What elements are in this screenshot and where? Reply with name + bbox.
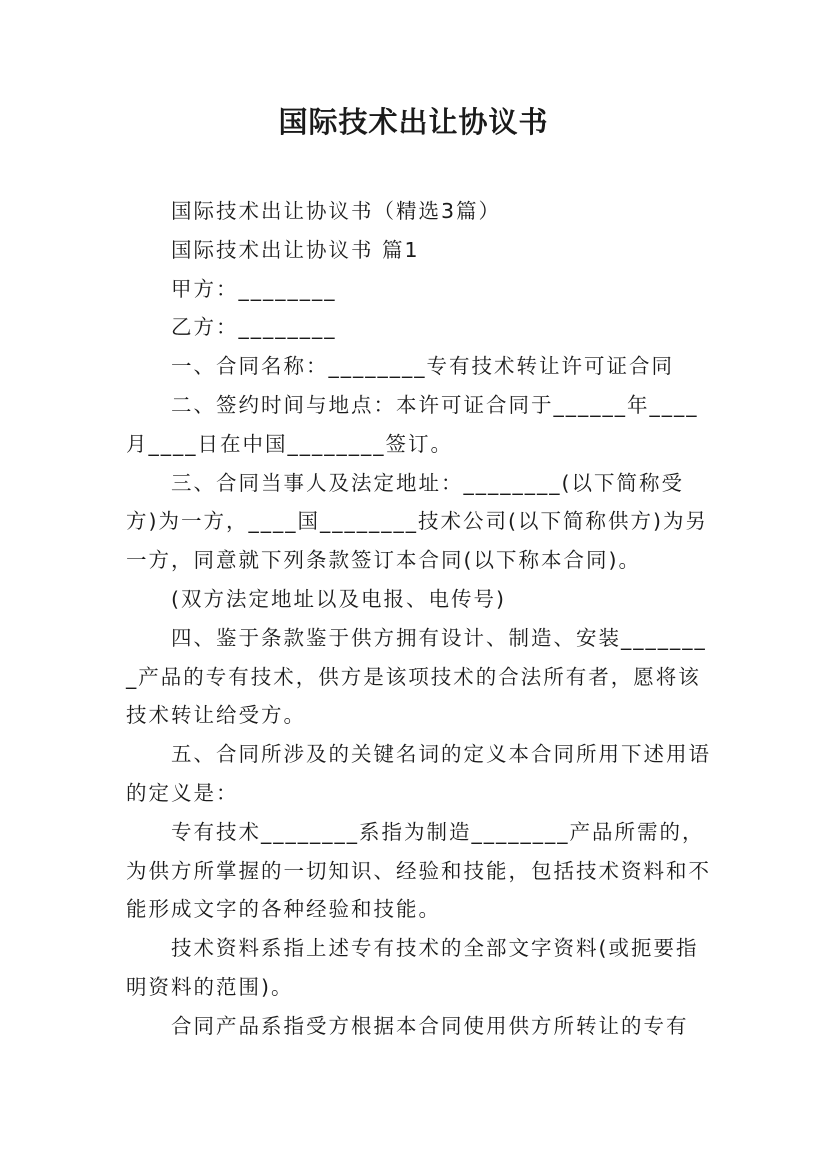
paragraph-party-a: 甲方：________: [171, 276, 337, 301]
paragraph-contact-note: (双方法定地址以及电报、电传号): [171, 586, 506, 611]
paragraph-whereas-clause: 四、鉴于条款鉴于供方拥有设计、制造、安装________产品的专有技术，供方是该项技术的合法所有者，愿将该技术转让给受方。: [126, 625, 707, 728]
document-title: 国际技术出让协议书: [278, 105, 549, 139]
paragraph-parties-addresses: 三、合同当事人及法定地址：________(以下简称受方)为一方，____国________技术公司(以下简称供方)为另一方，同意就下列条款签订本合同(以下称本合同)。: [126, 470, 708, 573]
document-body: [126, 192, 716, 1046]
paragraph-definition-contract-product: 合同产品系指受方根据本合同使用供方所转让的专有: [171, 1013, 689, 1038]
paragraph-party-b: 乙方：________: [171, 315, 337, 340]
paragraph-section-heading: 国际技术出让协议书 篇1: [171, 237, 420, 262]
paragraph-definitions-intro: 五、合同所涉及的关键名词的定义本合同所用下述用语的定义是：: [126, 742, 711, 805]
paragraph-contract-name: 一、合同名称：________专有技术转让许可证合同: [171, 354, 674, 379]
paragraph-signing-time-place: 二、签约时间与地点：本许可证合同于______年____月____日在中国________签订。: [126, 392, 699, 456]
paragraph-definition-know-how: 专有技术________系指为制造________产品所需的，为供方所掌握的一切知识、经验和技能，包括技术资料和不能形成文字的各种经验和技能。: [126, 819, 711, 922]
paragraph-subtitle: 国际技术出让协议书（精选3篇）: [171, 199, 502, 223]
paragraph-definition-technical-data: 技术资料系指上述专有技术的全部文字资料(或扼要指明资料的范围)。: [126, 936, 699, 999]
